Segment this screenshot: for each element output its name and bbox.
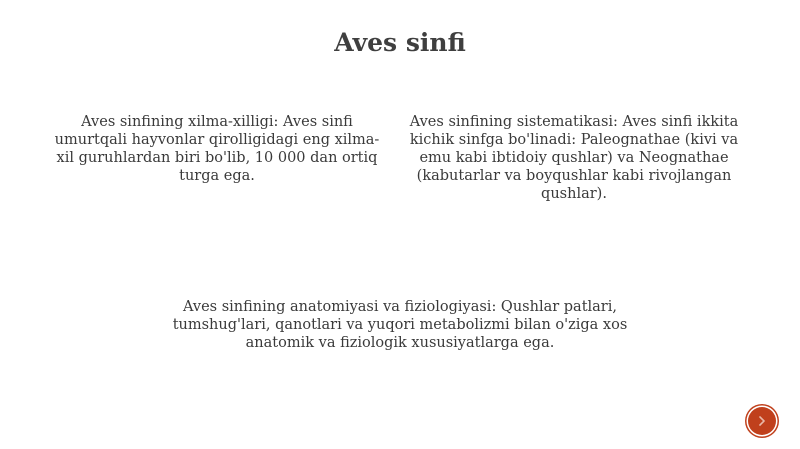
systematics-text-block: Aves sinfining sistematikasi: Aves sinfi ikkita kichik sinfga bo'linadi: Paleognathae (kivi va emu kabi ibtidoiy qushlar) va Neognathae (kabutarlar va boyqushlar kabi rivojlangan qushlar). — [409, 114, 739, 202]
chevron-right-icon — [757, 415, 767, 427]
next-slide-button[interactable] — [748, 407, 776, 435]
anatomy-text-block: Aves sinfining anatomiyasi va fiziologiyasi: Qushlar patlari, tumshug'lari, qanotlari va yuqori metabolizmi bilan o'ziga xos anatomik va fiziologik xususiyatlarga ega. — [172, 299, 628, 351]
diversity-text-block: Aves sinfining xilma-xilligi: Aves sinfi umurtqali hayvonlar qirolligidagi eng xilma-xil guruhlardan biri bo'lib, 10 000 dan ortiq turga ega. — [54, 114, 380, 184]
slide-title: Aves sinfi — [334, 28, 466, 57]
